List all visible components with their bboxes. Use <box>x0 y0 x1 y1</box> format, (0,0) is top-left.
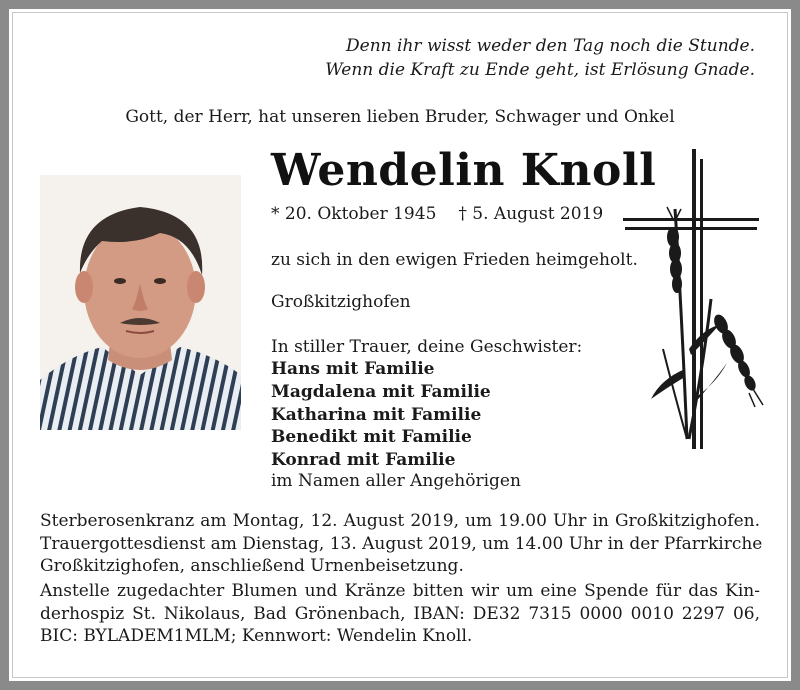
death-date: † 5. August 2019 <box>458 204 604 224</box>
donation-line: Anstelle zugedachter Blumen und Kränze bitten wir um eine Spende für das Kin- <box>40 581 760 601</box>
donation-line: derhospiz St. Nikolaus, Bad Grönenbach, IBAN: DE32 7315 0000 0010 2297 06, <box>40 603 760 624</box>
portrait-image <box>40 175 241 430</box>
family-name: Hans mit Familie <box>271 359 435 379</box>
mourners-heading: In stiller Trauer, deine Geschwister: <box>271 337 583 357</box>
services-line: Sterberosenkranz am Montag, 12. August 2019, um 19.00 Uhr in Großkitzighofen. <box>40 511 760 531</box>
cross-with-wheat-icon <box>623 149 773 463</box>
family-name: Magdalena mit Familie <box>271 382 491 402</box>
life-dates <box>271 204 603 224</box>
family-name: Benedikt mit Familie <box>271 427 472 447</box>
mourners-closing: im Namen aller Angehörigen <box>271 471 521 491</box>
services-line: Großkitzighofen, anschließend Urnenbeisetzung. <box>40 556 464 576</box>
intro-text: Gott, der Herr, hat unseren lieben Bruder, Schwager und Onkel <box>125 107 675 127</box>
birth-date: * 20. Oktober 1945 <box>271 204 437 224</box>
services-paragraph <box>40 510 763 578</box>
homecoming-text: zu sich in den ewigen Frieden heimgeholt. <box>271 250 638 270</box>
donation-line: BIC: BYLADEM1MLM; Kennwort: Wendelin Knoll. <box>40 626 473 646</box>
family-name: Katharina mit Familie <box>271 405 482 425</box>
donation-paragraph <box>40 580 760 648</box>
family-name: Konrad mit Familie <box>271 450 456 470</box>
portrait-photo <box>40 175 241 430</box>
quote-line-1: Denn ihr wisst weder den Tag noch die Stunde. <box>346 36 755 56</box>
deceased-name: Wendelin Knoll <box>271 145 657 196</box>
hometown: Großkitzighofen <box>271 292 411 312</box>
services-line: Trauergottesdienst am Dienstag, 13. August 2019, um 14.00 Uhr in der Pfarrkirche <box>40 533 763 554</box>
quote-line-2: Wenn die Kraft zu Ende geht, ist Erlösung Gnade. <box>325 60 755 80</box>
